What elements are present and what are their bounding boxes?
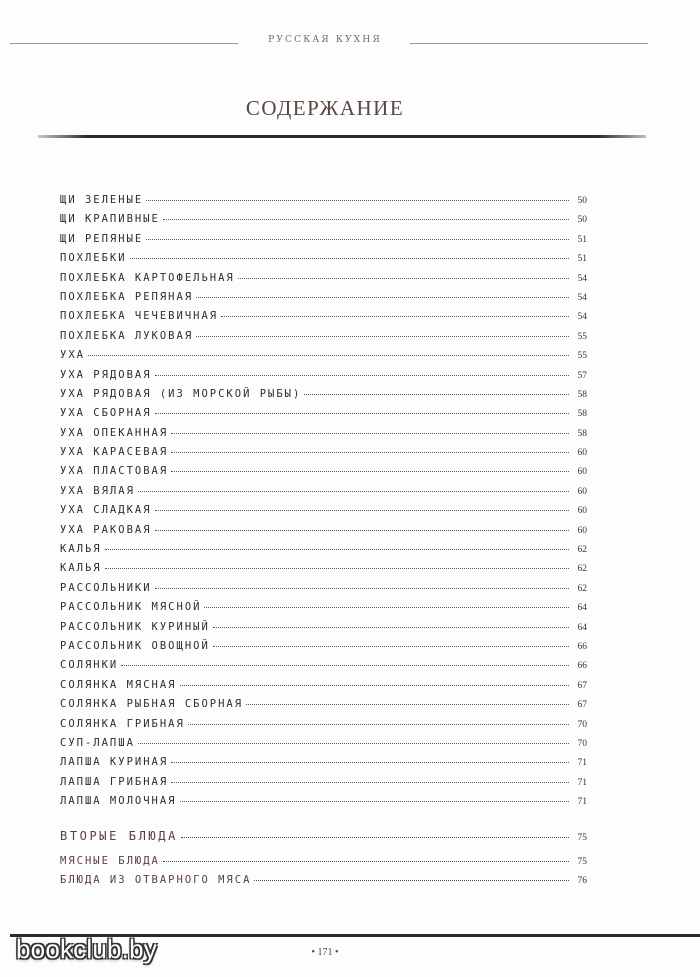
toc-entry-title: ЩИ РЕПЯНЫЕ [60,232,144,245]
toc-entry-page: 55 [577,351,587,362]
toc-entry-title: СОЛЯНКА МЯСНАЯ [60,678,177,691]
dot-leader [180,684,569,686]
dot-leader [163,218,569,220]
toc-entry-title: МЯСНЫЕ БЛЮДА [60,854,160,867]
toc-entry-title: КАЛЬЯ [60,543,102,556]
toc-entry-page: 51 [577,254,587,265]
toc-entry-title: УХА СЛАДКАЯ [60,504,152,517]
toc-entry-page: 76 [577,875,587,886]
toc-entry-page: 67 [577,700,587,711]
toc-entry-title: РАССОЛЬНИК КУРИНЫЙ [60,620,210,633]
toc-entry-page: 66 [577,661,587,672]
toc-entry [60,795,587,814]
dot-leader [204,606,569,608]
toc-entry-page: 58 [577,389,587,400]
toc-entry-title: КАЛЬЯ [60,562,102,575]
dot-leader [246,703,569,705]
toc-entry-title: ЩИ КРАПИВНЫЕ [60,213,160,226]
toc-sub-entry [60,874,587,893]
dot-leader [138,490,569,492]
dot-leader [146,199,569,201]
toc-entry-page: 70 [577,719,587,730]
toc-entry [60,601,587,620]
toc-entry-page: 66 [577,641,587,652]
toc-entry-title: ВТОРЫЕ БЛЮДА [60,828,178,843]
toc-entry-title: ЛАПША КУРИНАЯ [60,756,169,769]
toc-entry [60,465,587,484]
dot-leader [105,548,569,550]
toc-entry [60,213,587,232]
toc-entry [60,621,587,640]
toc-entry-page: 67 [577,680,587,691]
toc-entry-title: СОЛЯНКИ [60,659,119,672]
toc-entry-page: 55 [577,331,587,342]
toc-entry [60,330,587,349]
toc-entry [60,407,587,426]
dot-leader [171,451,569,453]
toc-entry [60,233,587,252]
toc-entry-page: 60 [577,448,587,459]
toc-entry-page: 54 [577,273,587,284]
toc-entry-title: УХА [60,349,85,362]
toc-entry-page: 64 [577,622,587,633]
toc-entry [60,659,587,678]
toc-entry-title: СОЛЯНКА РЫБНАЯ СБОРНАЯ [60,698,244,711]
toc-entry [60,291,587,310]
running-head-rule-left [10,43,238,44]
toc-entry-page: 50 [577,215,587,226]
toc-entry-page: 64 [577,603,587,614]
toc-entry-page: 58 [577,428,587,439]
dot-leader [146,238,569,240]
watermark-logo: bookclub.by [16,934,157,964]
toc-entry [60,272,587,291]
dot-leader [138,742,569,744]
dot-leader [88,354,569,356]
toc-entry-title: ЩИ ЗЕЛЕНЫЕ [60,194,144,206]
toc-entry [60,310,587,329]
toc-entry [60,543,587,562]
toc-entry-page: 51 [577,234,587,245]
toc-entry-title: РАССОЛЬНИК МЯСНОЙ [60,601,202,614]
toc-entry-page: 60 [577,467,587,478]
toc-entry-page: 54 [577,292,587,303]
toc-entry-page: 71 [577,758,587,769]
dot-leader [180,800,569,802]
toc-entry-title: СОЛЯНКА ГРИБНАЯ [60,717,185,730]
toc-entry-title: УХА РЯДОВАЯ (ИЗ МОРСКОЙ РЫБЫ) [60,387,302,400]
toc-entry-title: УХА КАРАСЕВАЯ [60,446,169,459]
toc-entry-page: 57 [577,370,587,381]
dot-leader [171,470,569,472]
dot-leader [196,296,569,298]
dot-leader [105,567,569,569]
dot-leader [130,257,569,259]
toc-entry-title: УХА РАКОВАЯ [60,523,152,536]
dot-leader [171,432,569,434]
dot-leader [188,723,569,725]
toc-entry-title: УХА ПЛАСТОВАЯ [60,465,169,478]
toc-entry-title: УХА РЯДОВАЯ [60,368,152,381]
toc-entry [60,737,587,756]
dot-leader [213,645,569,647]
toc-entry-title: ПОХЛЕБКИ [60,252,127,265]
toc-entry-page: 71 [577,777,587,788]
dot-leader [155,587,569,589]
toc-entry-title: ПОХЛЕБКА РЕПЯНАЯ [60,290,194,303]
dot-leader [155,412,569,414]
toc-entry [60,524,587,543]
toc-sub-entry [60,855,587,874]
toc-entry-page: 75 [577,856,587,867]
table-of-contents [60,194,587,893]
toc-entry [60,698,587,717]
toc-entry-page: 50 [577,196,587,206]
toc-entry [60,388,587,407]
toc-entry-title: БЛЮДА ИЗ ОТВАРНОГО МЯСА [60,873,252,886]
page-number: • 171 • [311,947,339,958]
toc-entry [60,756,587,775]
toc-entry-page: 60 [577,506,587,517]
dot-leader [171,761,569,763]
dot-leader [238,277,569,279]
dot-leader [221,315,569,317]
dot-leader [171,781,569,783]
toc-entry-title: УХА ОПЕКАННАЯ [60,426,169,439]
toc-entry-page: 71 [577,797,587,808]
toc-entry-title: РАССОЛЬНИК ОВОЩНОЙ [60,639,210,652]
toc-entry-title: ЛАПША МОЛОЧНАЯ [60,795,177,808]
toc-entry-title: ПОХЛЕБКА КАРТОФЕЛЬНАЯ [60,271,235,284]
dot-leader [155,374,569,376]
toc-entry-page: 75 [577,832,587,843]
toc-entry-page: 60 [577,486,587,497]
toc-entry-title: РАССОЛЬНИКИ [60,581,152,594]
toc-entry [60,640,587,659]
dot-leader [121,664,569,666]
dot-leader [254,879,569,881]
toc-entry-page: 62 [577,583,587,594]
toc-entry [60,369,587,388]
toc-section-heading [60,829,587,855]
title-rule [38,135,646,138]
toc-entry-page: 58 [577,409,587,420]
toc-entry-page: 60 [577,525,587,536]
dot-leader [196,335,569,337]
toc-entry [60,194,587,213]
running-head [0,34,700,50]
toc-entry-page: 70 [577,738,587,749]
toc-entry [60,504,587,523]
toc-entry-title: УХА СБОРНАЯ [60,407,152,420]
dot-leader [155,509,569,511]
toc-entry [60,679,587,698]
toc-entry [60,485,587,504]
running-head-rule-right [410,43,648,44]
dot-leader [181,837,569,838]
toc-entry-page: 62 [577,545,587,556]
toc-entry [60,349,587,368]
toc-entry [60,252,587,271]
toc-entry [60,446,587,465]
toc-entry-page: 54 [577,312,587,323]
toc-entry-title: УХА ВЯЛАЯ [60,484,135,497]
page-title: СОДЕРЖАНИЕ [245,96,405,120]
dot-leader [304,393,569,395]
toc-entry [60,562,587,581]
toc-entry [60,582,587,601]
toc-entry-title: ЛАПША ГРИБНАЯ [60,775,169,788]
toc-entry [60,776,587,795]
dot-leader [155,529,569,531]
toc-entry-page: 62 [577,564,587,575]
toc-entry [60,427,587,446]
toc-entry-title: ПОХЛЕБКА ЛУКОВАЯ [60,329,194,342]
toc-entry-title: ПОХЛЕБКА ЧЕЧЕВИЧНАЯ [60,310,219,323]
running-head-title: РУССКАЯ КУХНЯ [268,35,382,45]
dot-leader [213,626,569,628]
toc-entry-title: СУП-ЛАПША [60,736,135,749]
toc-entry [60,718,587,737]
dot-leader [163,860,569,862]
